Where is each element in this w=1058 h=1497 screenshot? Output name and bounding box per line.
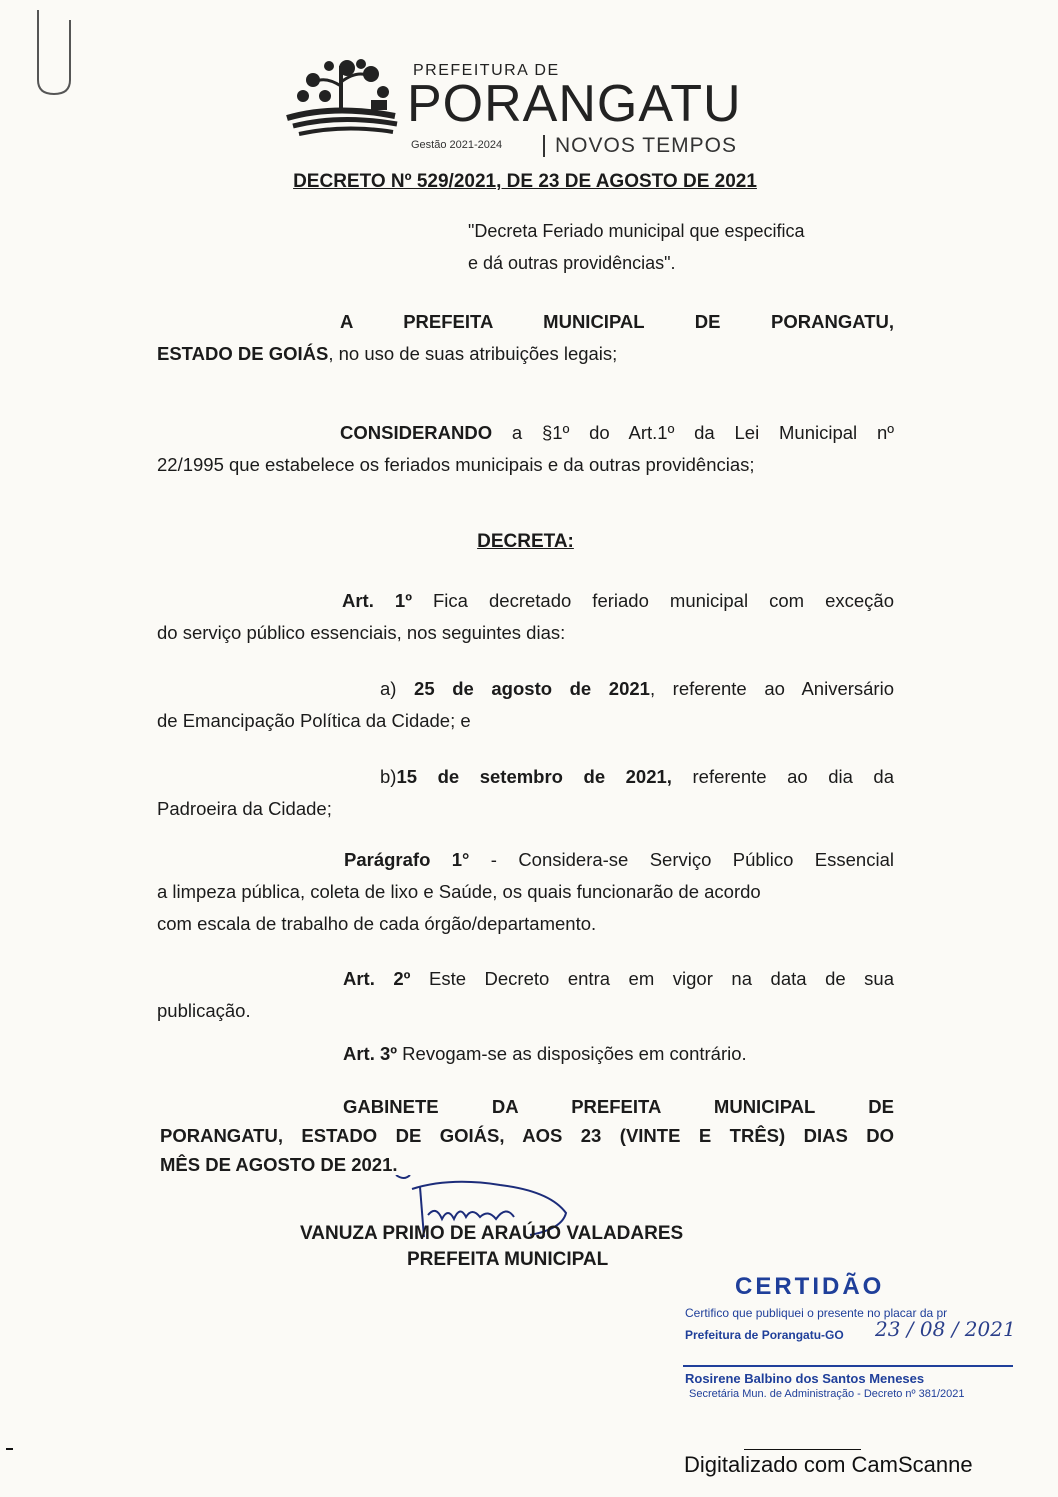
scanner-footer: Digitalizado com CamScanne bbox=[684, 1452, 973, 1477]
gabinete bbox=[160, 1092, 894, 1179]
preamble-line-1: A PREFEITA MUNICIPAL DE PORANGATU, bbox=[340, 311, 894, 332]
item-b-date: 15 de setembro de 2021, bbox=[396, 766, 672, 787]
gabinete-line-1: GABINETE DA PREFEITA MUNICIPAL DE bbox=[343, 1096, 894, 1117]
article-1-line-2: do serviço público essenciais, nos seguintes dias: bbox=[157, 622, 566, 643]
article-3 bbox=[343, 1038, 747, 1070]
article-1 bbox=[157, 585, 894, 649]
considerando-line-2: 22/1995 que estabelece os feriados municipais e da outras providências; bbox=[157, 454, 755, 475]
stamp-role: Secretária Mun. de Administração - Decreto nº 381/2021 bbox=[689, 1388, 965, 1400]
preamble-state: ESTADO DE GOIÁS bbox=[157, 343, 329, 364]
paragraph-1 bbox=[157, 844, 894, 940]
paragraph-1-line-2: a limpeza pública, coleta de lixo e Saúde, os quais funcionarão de acordo bbox=[157, 881, 761, 902]
item-b-prefix: b) bbox=[380, 766, 397, 787]
item-b-line-2: Padroeira da Cidade; bbox=[157, 798, 332, 819]
article-2-label: Art. 2º bbox=[343, 968, 411, 989]
item-b-line-1: referente ao dia da bbox=[671, 766, 895, 787]
prefeitura-logo bbox=[285, 56, 765, 166]
logo-separator bbox=[543, 135, 545, 157]
certidao-stamp bbox=[683, 1273, 1028, 1413]
article-1-line-1: Fica decretado feriado municipal com exceção bbox=[411, 590, 895, 611]
considerando-line-1: a §1º do Art.1º da Lei Municipal nº bbox=[492, 422, 894, 443]
gabinete-line-2: PORANGATU, ESTADO DE GOIÁS, AOS 23 (VINTE E TRÊS) DIAS DO bbox=[160, 1125, 894, 1146]
stamp-name: Rosirene Balbino dos Santos Meneses bbox=[685, 1371, 925, 1386]
footer-rule bbox=[744, 1449, 861, 1450]
preamble bbox=[157, 306, 894, 370]
stamp-line-1: Certifico que publiquei o presente no placar da pr bbox=[685, 1306, 948, 1320]
ementa bbox=[468, 215, 805, 279]
stamp-date: 23 / 08 / 2021 bbox=[875, 1317, 1016, 1341]
signatory-name: VANUZA PRIMO DE ARAÚJO VALADARES bbox=[300, 1223, 684, 1244]
decreta-heading: DECRETA: bbox=[477, 531, 574, 552]
considerando bbox=[157, 417, 894, 481]
article-1-label: Art. 1º bbox=[342, 590, 412, 611]
stamp-rule bbox=[683, 1365, 1013, 1367]
signatory-role: PREFEITA MUNICIPAL bbox=[407, 1249, 609, 1270]
paragraph-1-label: Parágrafo 1° bbox=[344, 849, 470, 870]
paragraph-1-line-3: com escala de trabalho de cada órgão/departamento. bbox=[157, 913, 597, 934]
stamp-line-2: Prefeitura de Porangatu-GO bbox=[685, 1328, 844, 1342]
considerando-label: CONSIDERANDO bbox=[340, 422, 493, 443]
gabinete-line-3: MÊS DE AGOSTO DE 2021. bbox=[160, 1154, 398, 1175]
article-2-line-1: Este Decreto entra em vigor na data de sua bbox=[410, 968, 895, 989]
article-2 bbox=[157, 963, 894, 1027]
article-3-label: Art. 3º bbox=[343, 1043, 398, 1064]
logo-slogan: NOVOS TEMPOS bbox=[555, 134, 737, 157]
item-b bbox=[157, 761, 894, 825]
signatory bbox=[157, 1221, 894, 1273]
logo-gestao: Gestão 2021-2024 bbox=[411, 139, 503, 151]
paper-clip-icon bbox=[32, 8, 76, 98]
item-a-line-1: , referente ao Aniversário bbox=[649, 678, 894, 699]
item-a-date: 25 de agosto de 2021 bbox=[414, 678, 650, 699]
item-a-prefix: a) bbox=[380, 678, 415, 699]
paragraph-1-line-1: - Considera-se Serviço Público Essencial bbox=[469, 849, 894, 870]
item-a-line-2: de Emancipação Política da Cidade; e bbox=[157, 710, 471, 731]
scan-edge-mark bbox=[6, 1448, 13, 1450]
stamp-title: CERTIDÃO bbox=[735, 1273, 885, 1300]
article-3-text: Revogam-se as disposições em contrário. bbox=[397, 1043, 747, 1064]
logo-city: PORANGATU bbox=[407, 75, 742, 133]
item-a bbox=[157, 673, 894, 737]
ementa-line-2: e dá outras providências". bbox=[468, 253, 676, 273]
decree-title: DECRETO Nº 529/2021, DE 23 DE AGOSTO DE 2021 bbox=[293, 171, 757, 192]
logo-prefix: PREFEITURA DE bbox=[413, 62, 560, 79]
tree-emblem-icon bbox=[285, 56, 403, 138]
article-2-line-2: publicação. bbox=[157, 1000, 251, 1021]
ementa-line-1: "Decreta Feriado municipal que especifica bbox=[468, 221, 805, 241]
preamble-rest: , no uso de suas atribuições legais; bbox=[328, 343, 618, 364]
